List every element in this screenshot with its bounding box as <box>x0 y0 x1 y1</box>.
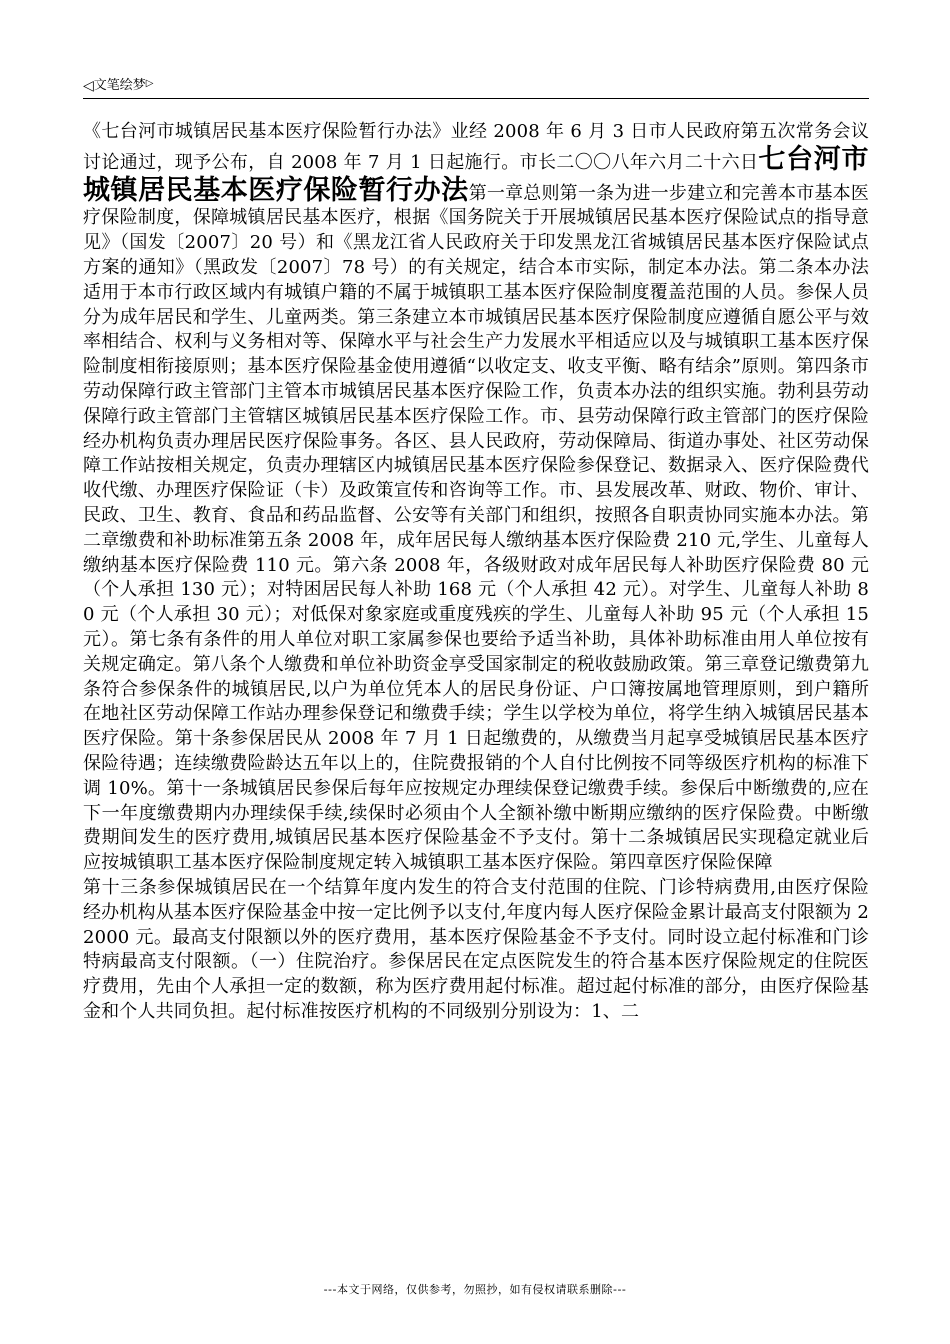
paragraph-article-13: 第十三条参保城镇居民在一个结算年度内发生的符合支付范围的住院、门诊特病费用,由医疗保险经办机构从基本医疗保险基金中按一定比例予以支付,年度内每人医疗保险金累计最高支付限额为 22000 元。最高支付限额以外的医疗费用，基本医疗保险基金不予支付。同时设立起付标准和门诊特病最高支付限额。（一）住院治疗。参保居民在定点医院发生的符合基本医疗保险规定的住院医疗费用，先由个人承担一定的数额，称为医疗费用起付标准。超过起付标准的部分，由医疗保险基金和个人共同负担。起付标准按医疗机构的不同级别分别设为：1、二 <box>83 876 869 1022</box>
document-title: 七台河市城镇居民基本医疗保险暂行办法 <box>83 143 869 206</box>
page-header <box>83 76 869 99</box>
paragraph-chapter-1-to-4: 第一章总则第一条为进一步建立和完善本市基本医疗保险制度，保障城镇居民基本医疗，根据《国务院关于开展城镇居民基本医疗保险试点的指导意见》（国发〔2007〕20 号）和《黑龙江省人民政府关于印发黑龙江省城镇居民基本医疗保险试点方案的通知》（黑政发〔2007〕78 号）的有关规定，结合本市实际，制定本办法。第二条本办法适用于本市行政区域内有城镇户籍的不属于城镇职工基本医疗保险制度覆盖范围的人员。参保人员分为成年居民和学生、儿童两类。第三条建立本市城镇居民基本医疗保险制度应遵循自愿公平与效率相结合、权利与义务相对等、保障水平与社会生产力发展水平相适应以及与城镇职工基本医疗保险制度相衔接原则；基本医疗保险基金使用遵循“以收定支、收支平衡、略有结余”原则。第四条市劳动保障行政主管部门主管本市城镇居民基本医疗保险工作，负责本办法的组织实施。勃利县劳动保障行政主管部门主管辖区城镇居民基本医疗保险工作。市、县劳动保障行政主管部门的医疗保险经办机构负责办理居民医疗保险事务。各区、县人民政府，劳动保障局、街道办事处、社区劳动保障工作站按相关规定，负责办理辖区内城镇居民基本医疗保险参保登记、数据录入、医疗保险费代收代缴、办理医疗保险证（卡）及政策宣传和咨询等工作。市、县发展改革、财政、物价、审计、民政、卫生、教育、食品和药品监督、公安等有关部门和组织，按照各自职责协同实施本办法。第二章缴费和补助标准第五条 2008 年，成年居民每人缴纳基本医疗保险费 210 元,学生、儿童每人缴纳基本医疗保险费 110 元。第六条 2008 年，各级财政对成年居民每人补助医疗保险费 80 元（个人承担 130 元）；对特困居民每人补助 168 元（个人承担 42 元）。对学生、儿童每人补助 80 元（个人承担 30 元）；对低保对象家庭或重度残疾的学生、儿童每人补助 95 元（个人承担 15 元）。第七条有条件的用人单位对职工家属参保也要给予适当补助，具体补助标准由用人单位按有关规定确定。第八条个人缴费和单位补助资金享受国家制定的税收鼓励政策。第三章登记缴费第九条符合参保条件的城镇居民,以户为单位凭本人的居民身份证、户口簿按属地管理原则，到户籍所在地社区劳动保障工作站办理参保登记和缴费手续；学生以学校为单位，将学生纳入城镇居民基本医疗保险。第十条参保居民从 2008 年 7 月 1 日起缴费的，从缴费当月起享受城镇居民基本医疗保险待遇；连续缴费险龄达五年以上的，住院费报销的个人自付比例按不同等级医疗机构的标准下调 10%。第十一条城镇居民参保后每年应按规定办理续保登记缴费手续。参保后中断缴费的,应在下一年度缴费期内办理续保手续,续保时必须由个人全额补缴中断期应缴纳的医疗保险费。中断缴费期间发生的医疗费用,城镇居民基本医疗保险基金不予支付。第十二条城镇居民实现稳定就业后应按城镇职工基本医疗保险制度规定转入城镇职工基本医疗保险。第四章医疗保险保障 <box>83 182 869 874</box>
right-triangle-icon: ▷ <box>145 78 154 89</box>
intro-text: 《七台河市城镇居民基本医疗保险暂行办法》业经 2008 年 6 月 3 日市人民政府第五次常务会议讨论通过，现予公布，自 2008 年 7 月 1 日起施行。市长二〇〇八年六月二十六日 <box>83 121 869 173</box>
page-footer-disclaimer: ---本文于网络，仅供参考，勿照抄，如有侵权请联系删除--- <box>323 1283 627 1296</box>
document-body <box>83 120 869 1025</box>
intro-and-title-paragraph <box>83 120 869 876</box>
header-brand-text: 文笔绘梦 <box>93 78 146 93</box>
left-triangle-icon: ◁ <box>83 78 94 94</box>
